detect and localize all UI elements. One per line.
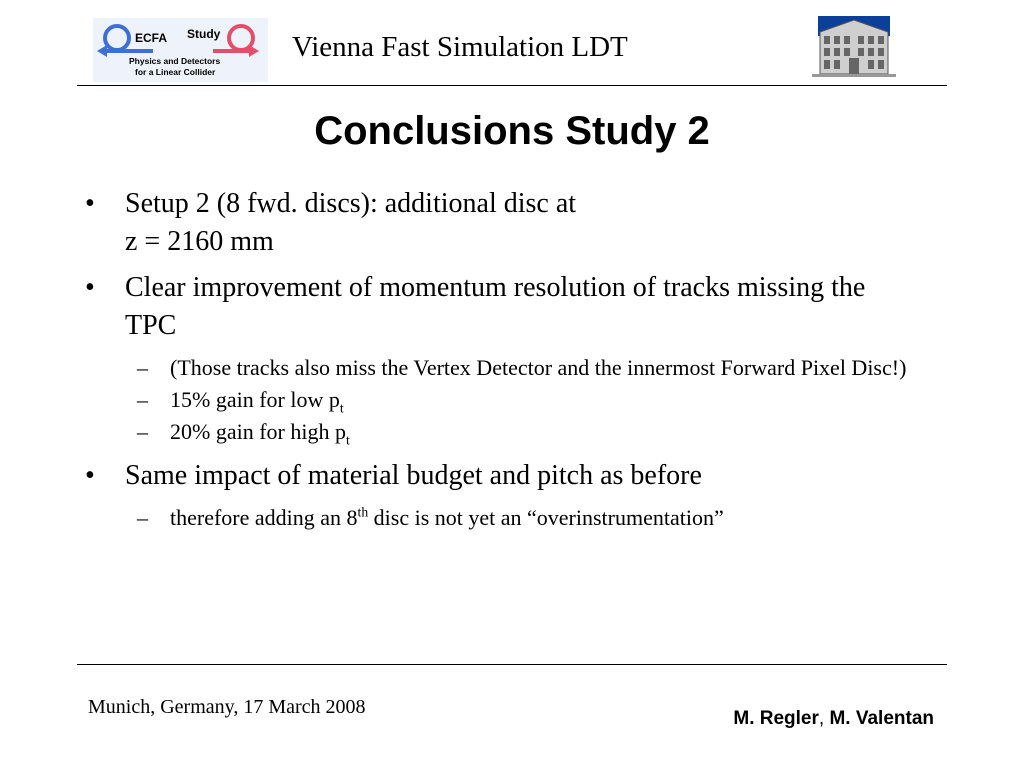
svg-text:ECFA: ECFA [135, 31, 168, 45]
header-divider [77, 85, 947, 86]
dash-marker: – [137, 505, 148, 530]
bullet-marker: • [85, 188, 95, 219]
sub-bullet-item [85, 417, 915, 447]
sub-bullet-text: disc is not yet an “overinstrumentation” [368, 505, 724, 530]
sub-bullet-item [85, 385, 915, 415]
sub-bullet-text: 15% gain for low p [170, 387, 340, 412]
svg-text:Study: Study [187, 27, 221, 41]
bullet-text: z = 2160 mm [125, 226, 274, 257]
bullet-text: Same impact of material budget and pitch as before [125, 460, 702, 491]
bullet-marker: • [85, 272, 95, 303]
author-name: M. Valentan [829, 708, 934, 729]
svg-text:for a Linear Collider: for a Linear Collider [135, 67, 216, 77]
svg-text:Physics and Detectors: Physics and Detectors [129, 56, 221, 66]
bullet-item [85, 269, 915, 345]
sub-bullet-text: therefore adding an 8 [170, 505, 358, 530]
bullet-text: Clear improvement of momentum resolution of tracks missing the TPC [125, 272, 866, 341]
bullet-text: Setup 2 (8 fwd. discs): additional disc at [125, 188, 577, 219]
sub-bullet-text: 20% gain for high p [170, 419, 346, 444]
bullet-item [85, 185, 915, 261]
footer-divider [77, 664, 947, 665]
dash-marker: – [137, 355, 148, 380]
footer-location-date: Munich, Germany, 17 March 2008 [88, 696, 366, 718]
footer-authors [733, 709, 934, 728]
bullet-marker: • [85, 460, 95, 491]
subscript-t: t [339, 400, 344, 416]
building-logo [808, 16, 900, 78]
dash-marker: – [137, 419, 148, 444]
ecfa-study-logo [93, 18, 268, 82]
author-separator: , [818, 708, 830, 729]
sub-bullet-item [85, 353, 915, 383]
subscript-t: t [345, 432, 350, 448]
dash-marker: – [137, 387, 148, 412]
superscript-th: th [357, 504, 369, 520]
slide-content [85, 185, 915, 535]
sub-bullet-item [85, 503, 915, 533]
author-name: M. Regler [733, 708, 819, 729]
sub-bullet-text: (Those tracks also miss the Vertex Detector and the innermost Forward Pixel Disc!) [170, 355, 907, 380]
header-title: Vienna Fast Simulation LDT [292, 31, 628, 63]
bullet-item [85, 457, 915, 495]
slide-title: Conclusions Study 2 [314, 109, 710, 153]
